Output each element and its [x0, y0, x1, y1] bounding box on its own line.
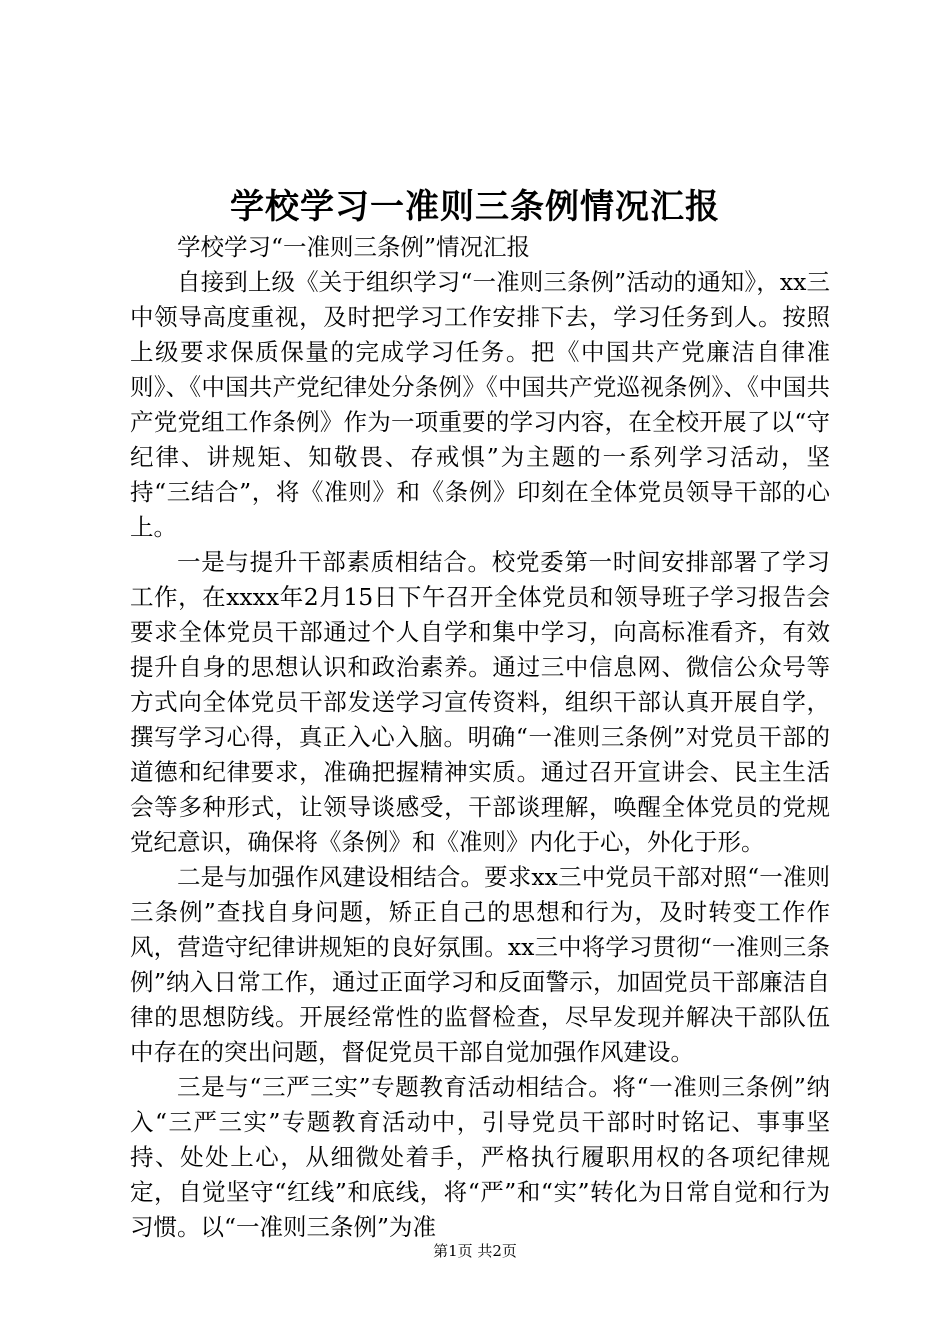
paragraph-three: 三是与“三严三实”专题教育活动相结合。将“一准则三条例”纳入“三严三实”专题教育活动中，引导党员干部时时铭记、事事坚持、处处上心，从细微处着手，严格执行履职用权的各项纪律规定，自觉坚守“红线”和底线，将“严”和“实”转化为日常自觉和行为习惯。以“一准则三条例”为准	[130, 1073, 830, 1241]
paragraph-intro: 自接到上级《关于组织学习“一准则三条例”活动的通知》，xx三中领导高度重视，及时把学习工作安排下去，学习任务到人。按照上级要求保质保量的完成学习任务。把《中国共产党廉洁自律准则》、《中国共产党纪律处分条例》《中国共产党巡视条例》、《中国共产党党组工作条例》作为一项重要的学习内容，在全校开展了以“守纪律、讲规矩、知敬畏、存戒惧”为主题的一系列学习活动，坚持“三结合”，将《准则》和《条例》印刻在全体党员领导干部的心上。	[130, 268, 830, 541]
paragraph-two: 二是与加强作风建设相结合。要求xx三中党员干部对照“一准则三条例”查找自身问题，矫正自己的思想和行为，及时转变工作作风，营造守纪律讲规矩的良好氛围。xx三中将学习贯彻“一准则三条例”纳入日常工作，通过正面学习和反面警示，加固党员干部廉洁自律的思想防线。开展经常性的监督检查，尽早发现并解决干部队伍中存在的突出问题，督促党员干部自觉加强作风建设。	[130, 863, 830, 1066]
document-body	[130, 230, 830, 1245]
paragraph-one: 一是与提升干部素质相结合。校党委第一时间安排部署了学习工作，在xxxx年2月15日下午召开全体党员和领导班子学习报告会要求全体党员干部通过个人自学和集中学习，向高标准看齐，有效提升自身的思想认识和政治素养。通过三中信息网、微信公众号等方式向全体党员干部发送学习宣传资料，组织干部认真开展自学，撰写学习心得，真正入心入脑。明确“一准则三条例”对党员干部的道德和纪律要求，准确把握精神实质。通过召开宣讲会、民主生活会等多种形式，让领导谈感受，干部谈理解，唤醒全体党员的党规党纪意识，确保将《条例》和《准则》内化于心，外化于形。	[130, 548, 830, 856]
document-title: 学校学习一准则三条例情况汇报	[230, 187, 720, 227]
page-footer: 第1页 共2页	[433, 1242, 517, 1260]
document-subtitle: 学校学习“一准则三条例”情况汇报	[177, 233, 531, 261]
